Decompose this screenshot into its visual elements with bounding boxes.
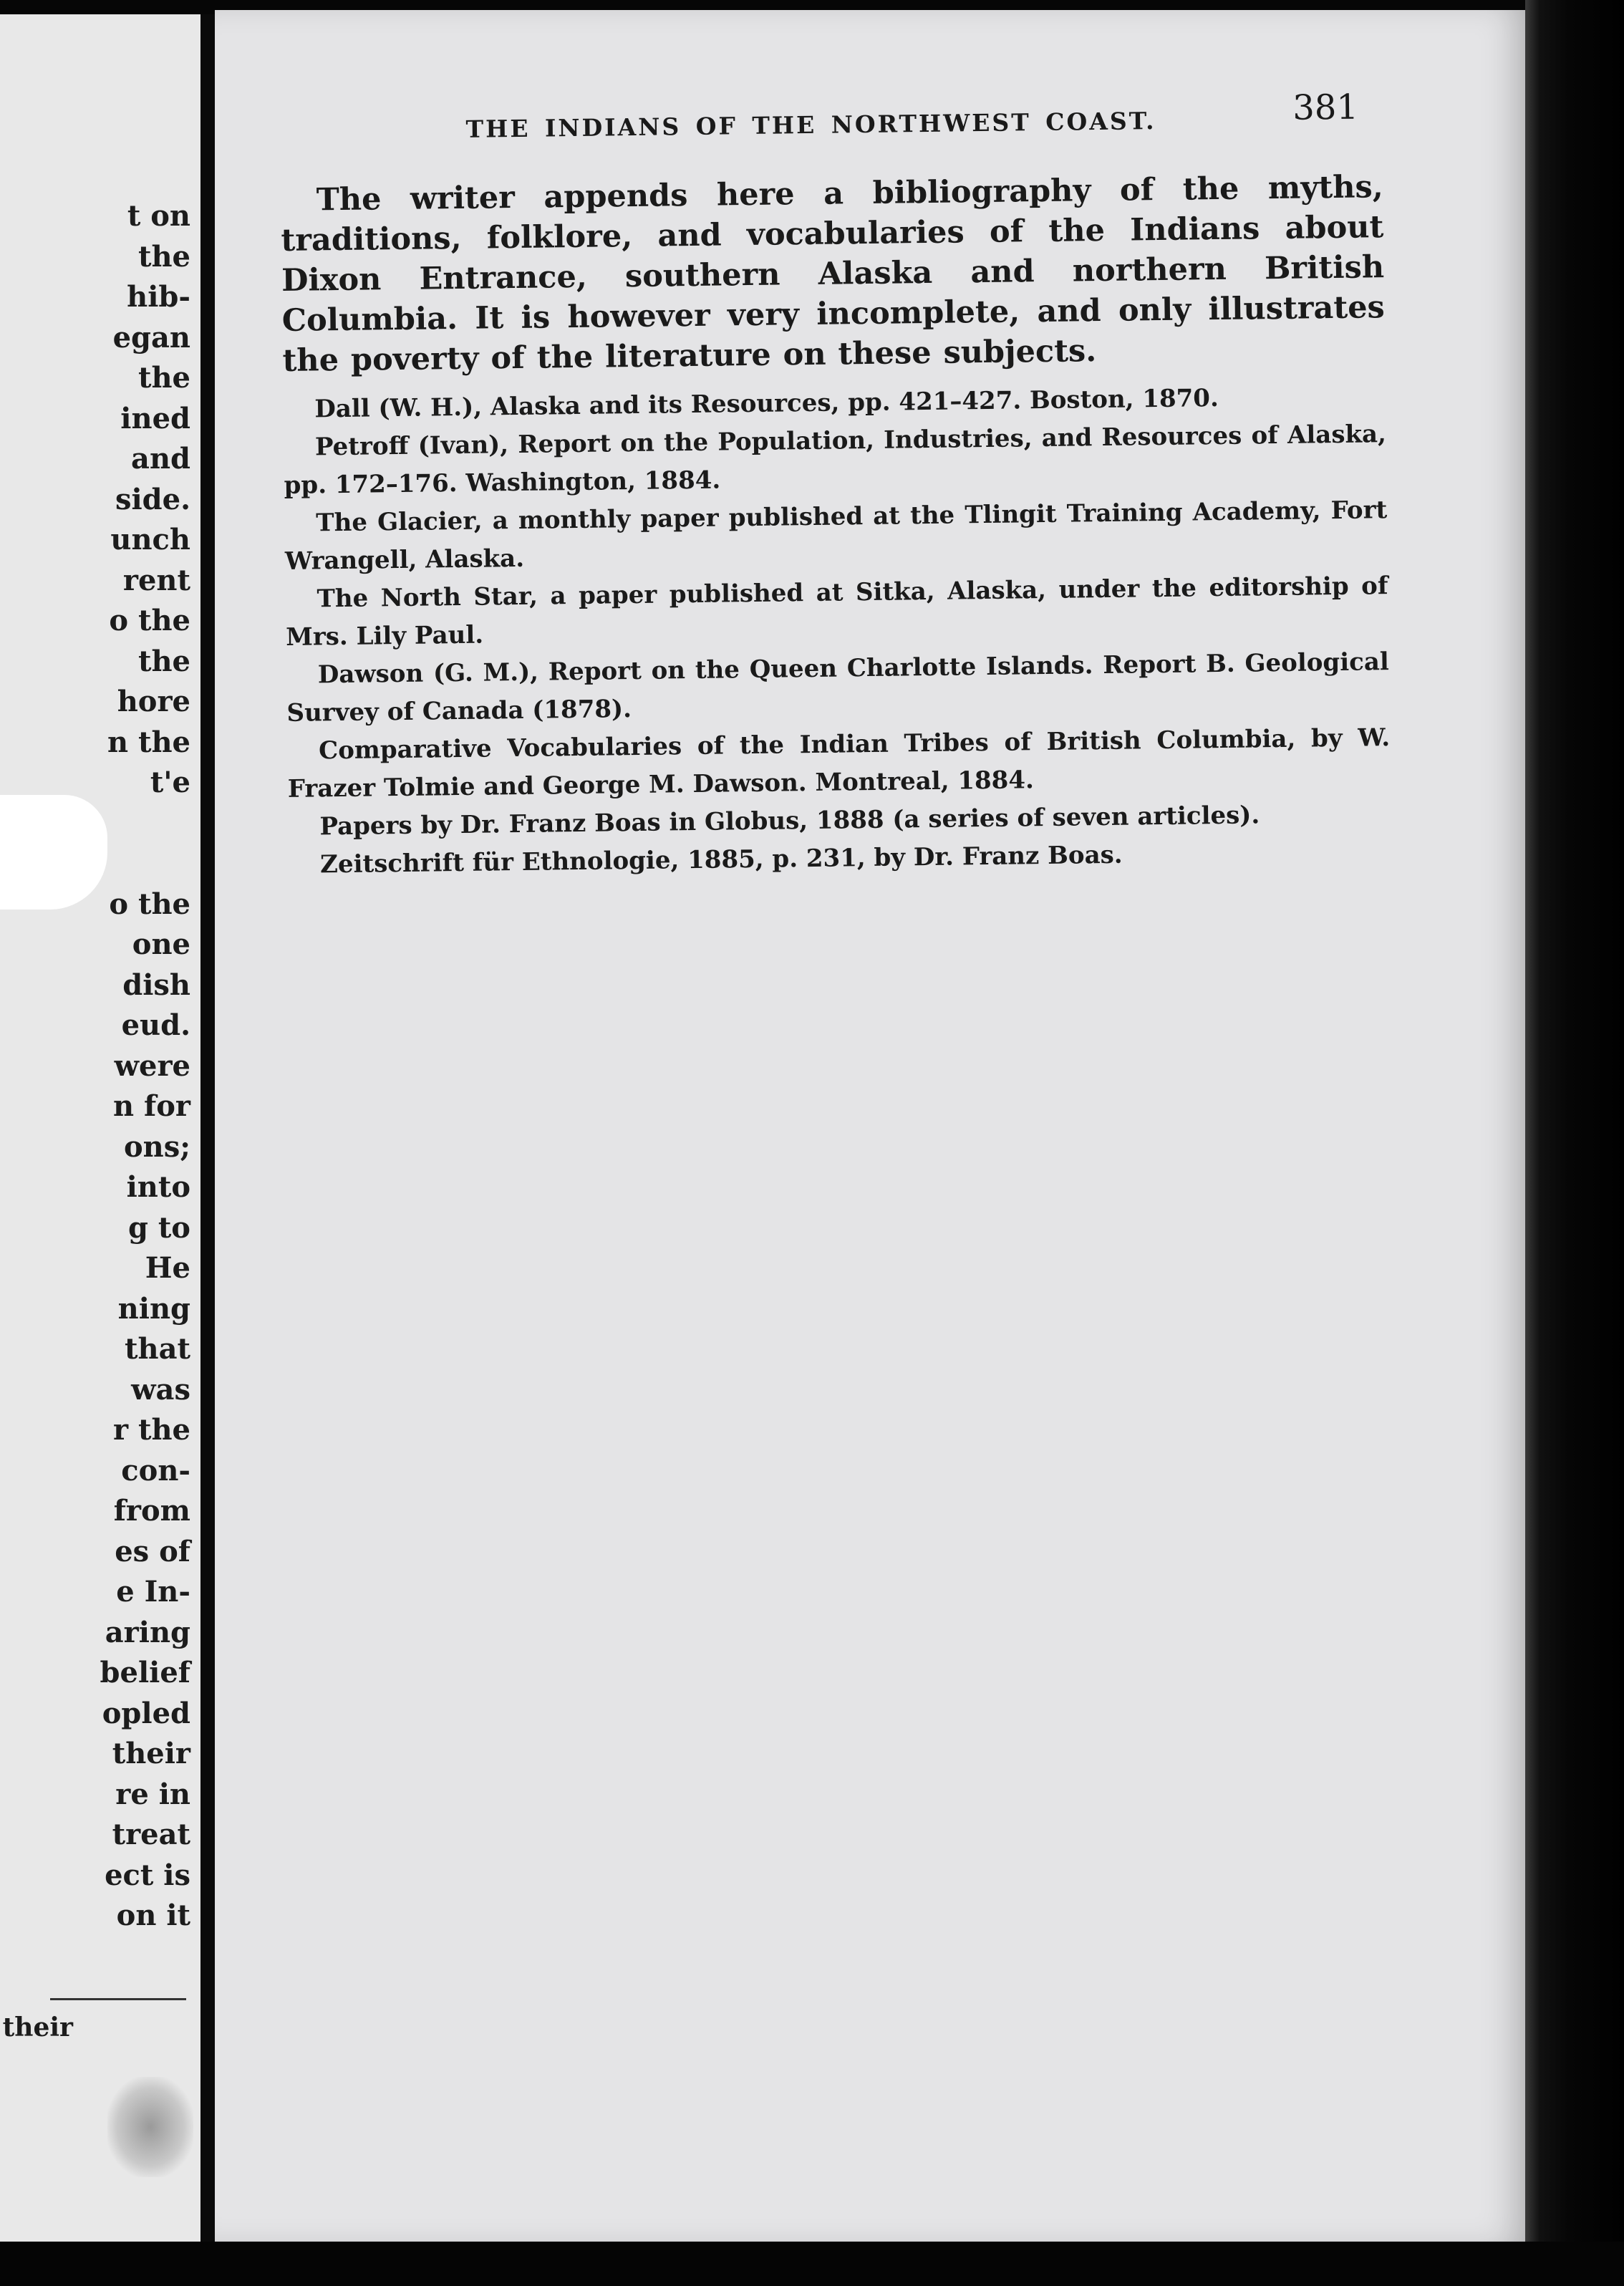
facing-page-line: eud. xyxy=(121,1008,190,1042)
bibliography-entry: Comparative Vocabularies of the Indian Tribes of British Columbia, by W. Frazer Tolmie and George M. Dawson. Montreal, 1884. xyxy=(287,723,1391,804)
facing-page-line: were xyxy=(114,1048,190,1083)
facing-page-line: belief xyxy=(100,1656,190,1689)
bibliography-entry: Zeitschrift für Ethnologie, 1885, p. 231, by Dr. Franz Boas. xyxy=(319,840,1123,879)
page-content xyxy=(279,82,1391,884)
book-page xyxy=(215,10,1525,2242)
facing-page-line: the xyxy=(137,239,190,274)
facing-page-line: and xyxy=(131,442,190,476)
page-header xyxy=(279,82,1383,160)
facing-page-line: ect is xyxy=(105,1858,190,1892)
facing-page-line: unch xyxy=(110,523,190,556)
bibliography-entry: Dall (W. H.), Alaska and its Resources, pp. 421–427. Boston, 1870. xyxy=(314,384,1219,424)
facing-page-line: was xyxy=(131,1372,190,1407)
facing-page-line: egan xyxy=(112,320,190,355)
ink-smudge xyxy=(107,2077,193,2177)
facing-page-line: rent xyxy=(122,563,190,597)
facing-page-line: n the xyxy=(107,725,190,759)
facing-page-line: treat xyxy=(112,1818,190,1851)
running-title: THE INDIANS OF THE NORTHWEST COAST. xyxy=(465,107,1156,143)
bibliography-entry: Dawson (G. M.), Report on the Queen Charlotte Islands. Report B. Geological Survey of Canada (1878). xyxy=(286,647,1390,728)
facing-page-line: t'e xyxy=(150,766,190,799)
facing-page-line: r the xyxy=(112,1413,190,1447)
facing-page-fragment xyxy=(0,14,200,2242)
footnote-rule xyxy=(50,1998,186,2000)
bibliography-entry: The Glacier, a monthly paper published at the Tlingit Training Academy, Fort Wrangell, Alaska. xyxy=(284,496,1388,576)
facing-page-line: their xyxy=(112,1737,190,1770)
facing-page-line: es of xyxy=(115,1534,190,1568)
facing-page-line: on it xyxy=(116,1899,190,1932)
facing-page-line: hore xyxy=(117,685,190,718)
bibliography-list xyxy=(283,377,1391,884)
facing-page-line: o the xyxy=(109,887,190,921)
scan-right-border xyxy=(1525,0,1624,2286)
bibliography-entry: The North Star, a paper published at Sitka, Alaska, under the editorship of Mrs. Lily Paul. xyxy=(285,572,1388,652)
page-number: 381 xyxy=(1292,87,1359,128)
intro-paragraph: The writer appends here a bibliography of the myths, traditions, folklore, and vocabularies of the Indians about Dixon Entrance, southern Alaska and northern British Columbia. It is however very incomplete, and only illustrates the poverty of the literature on these subjects. xyxy=(281,169,1386,379)
page-tear xyxy=(0,795,107,910)
facing-page-line: t on xyxy=(127,199,190,233)
facing-page-line: the xyxy=(137,644,190,678)
facing-page-line: aring xyxy=(105,1615,190,1649)
facing-page-line: ined xyxy=(120,401,190,435)
facing-page-line: n for xyxy=(113,1089,190,1123)
scan-bottom-border xyxy=(0,2242,1624,2286)
book-gutter xyxy=(200,14,216,2242)
bibliography-entry: Petroff (Ivan), Report on the Population, Industries, and Resources of Alaska, pp. 172–176. Washington, 1884. xyxy=(284,420,1387,500)
facing-page-line: e In- xyxy=(116,1575,190,1609)
facing-page-line: dish xyxy=(122,968,190,1002)
facing-page-line: He xyxy=(145,1251,190,1285)
facing-page-line: from xyxy=(113,1494,190,1528)
facing-page-line: that xyxy=(125,1332,190,1366)
facing-page-line: o the xyxy=(109,604,190,637)
facing-page-line: one xyxy=(132,927,190,961)
facing-page-line: re in xyxy=(115,1777,190,1811)
facing-page-line: side. xyxy=(115,482,190,516)
bibliography-entry: Papers by Dr. Franz Boas in Globus, 1888 (a series of seven articles). xyxy=(319,801,1260,841)
facing-page-line: ons; xyxy=(123,1129,190,1164)
facing-page-line: con- xyxy=(121,1453,190,1487)
facing-page-line: into xyxy=(126,1170,190,1204)
facing-page-footnote: their xyxy=(2,2012,73,2043)
facing-page-line: g to xyxy=(127,1210,190,1245)
facing-page-line: the xyxy=(137,361,190,395)
facing-page-line: ning xyxy=(117,1291,190,1326)
facing-page-line: opled xyxy=(102,1696,190,1730)
facing-page-line: hib- xyxy=(127,280,190,314)
